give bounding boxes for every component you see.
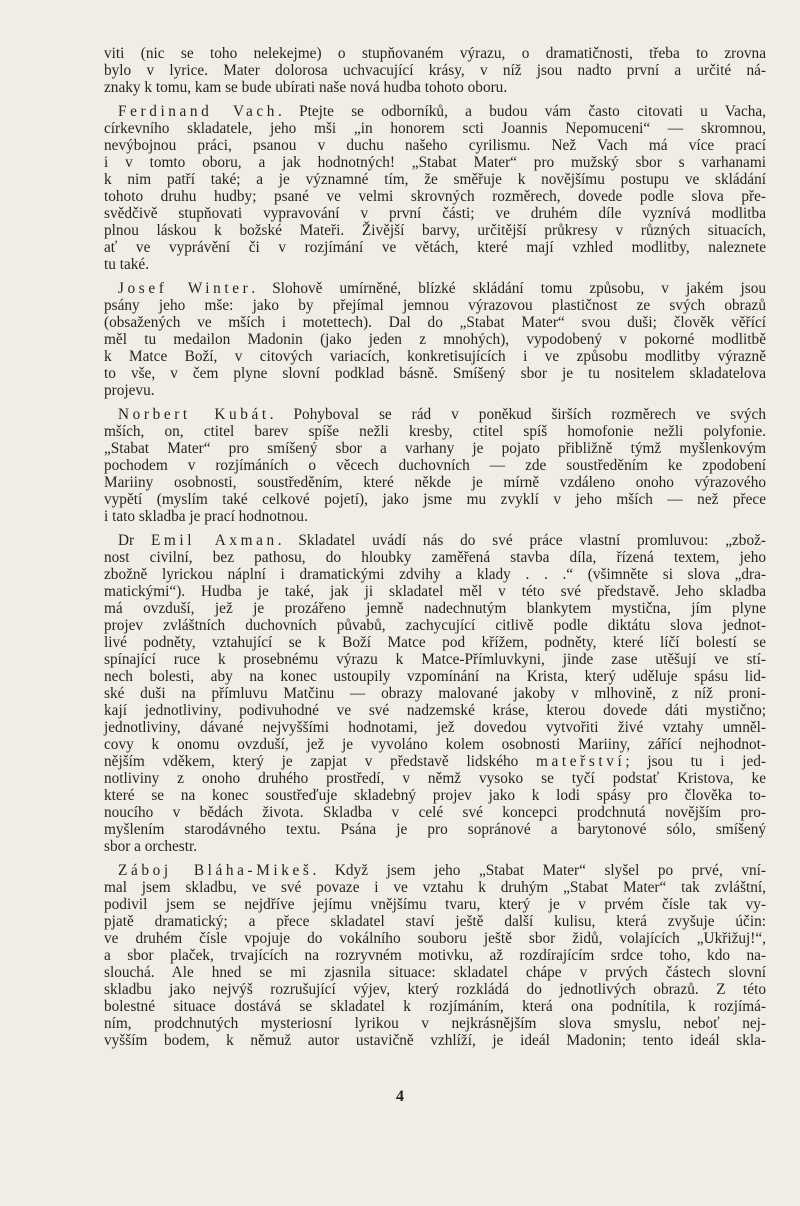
composer-name: Záboj Bláha-Mikeš [118,862,313,879]
text-line: (obsažených ve mších i motettech). Dal do „Stabat Mater“ svou duši; člověk věřící [104,314,766,331]
text-line: bylo v lyrice. Mater dolorosa uchvacující krásy, v níž jsou nadto první a určité ná- [104,62,766,79]
paragraph [104,45,766,96]
text-line: zbožně lyrickou náplní i dramatickými zdvihy a klady . . .“ (všimněte si slova „dra- [104,566,766,583]
text-line: svědčivě stupňovati vypravování v první části; ve druhém díle vyznívá modlitba [104,205,766,222]
text-line: k Matce Boží, v citových variacích, konkretisujících i ve způsobu modlitby výrazně [104,348,766,365]
text-run: . Slohově umírněné, blízké skládání tomu způsobu, v jakém jsou [251,280,766,297]
text-line: pjatě dramatický; a přece skladatel staví ještě další kulisu, která zvyšuje účin: [104,913,766,930]
text-line: ať ve vyprávění či v rozjímání ve větách, které mají vzhled modlitby, naleznete [104,239,766,256]
text-line: znaky k tomu, kam se bude ubírati naše nová hudba tohoto oboru. [104,79,508,96]
text-line: mal jsem skladbu, ve své povaze i ve vztahu k druhým „Stabat Mater“ tak zvláštní, [104,879,766,896]
text-line: matickými“). Hudba je také, jak ji skladatel měl v této své představě. Jeho skladba [104,583,766,600]
text-line: nevýbojnou práci, psanou v duchu našeho cyrilismu. Než Vach má více prací [104,137,766,154]
text-line: nech bolesti, aby na konec ustoupily vzpomínání na Krista, který uděluje spásu lid- [104,668,766,685]
text-run: Dr [118,532,151,549]
text-line: skladbu jako nejvýš rozrušující výjev, který rozkládá do jednotlivých obrazů. Z této [104,981,766,998]
text-line: nost civilní, bez pathosu, do hloubky zaměřená stavba díla, řízená textem, jeho [104,549,766,566]
paragraph [104,103,766,273]
text-run: . Když jsem jeho „Stabat Mater“ slyšel po prvé, vní- [312,862,766,879]
composer-name: Norbert Kubát [118,406,270,423]
text-line [104,532,766,549]
text-line: „Stabat Mater“ pro smíšený sbor a varhany je pojato přibližně týmž myšlenkovým [104,440,766,457]
text-line: vyšším bodem, k němuž autor ustavičně vzhlíží, je ideál Madonin; tento ideál skla- [104,1032,766,1049]
text-line: vypětí (myslím také celkové pojetí), jako jsme mu zvyklí v jeho mších — než přece [104,491,766,508]
text-line: Mariiny osobnosti, soustředěním, které někde je mírně vzdáleno onoho výrazového [104,474,766,491]
text-line: to vše, v čem plyne slovní podklad básně. Smíšený sbor je tu nositelem skladatelova [104,365,766,382]
paragraph [104,280,766,399]
text-line: projev zvláštních duchovních půvabů, zachycující citlivě podle diktátu slova jednot- [104,617,766,634]
paragraph [104,532,766,855]
composer-name: Josef Winter [118,280,252,297]
text-run: ; jsou tu i jed- [625,753,766,770]
text-line: ním, prodchnutých mysteriosní lyrikou v nejkrásnějším slova smyslu, neboť nej- [104,1015,766,1032]
text-line: i tato skladba je prací hodnotnou. [104,508,308,525]
text-line: jednotliviny, dávané nejvyššími hodnotami, jež dovedou vytvořiti živé vztahy umněl- [104,719,766,736]
text-line: má ovzduší, jež je prozářeno jemně nadechnutým blankytem mystična, jím plyne [104,600,766,617]
text-line [104,862,766,879]
text-line: měl tu medailon Madonin (jako jeden z mnohých), vypodobený v pokorné modlitbě [104,331,766,348]
page-body [104,45,766,1056]
text-line: sbor a orchestr. [104,838,198,855]
text-line: ve druhém čísle vpojuje do vokálního souboru ještě sbor židů, volajících „Ukřižuj!“, [104,930,766,947]
text-line: i v tomto oboru, a jak hodnotných! „Stabat Mater“ pro mužský sbor s varhanami [104,154,766,171]
text-line [104,103,766,120]
composer-name: mateřství [536,753,626,770]
text-line: noucího v bědách života. Skladba v celé své koncepci prodchnutá novějším pro- [104,804,766,821]
text-line: tohoto druhu hudby; psané ve velmi skrovných rozměrech, dovede podle slova pře- [104,188,766,205]
text-line: myšlením starodávného textu. Psána je pro sopránové a barytonové sólo, smíšený [104,821,766,838]
text-line: livé podněty, vztahující se k Boží Matce pod křížem, podněty, které líčí bolestí se [104,634,766,651]
text-line: psány jeho mše: jako by přejímal jemnou výrazovou plastičnost ze svých obrazů [104,297,766,314]
text-line: spínající ruce k prosebnému výrazu k Matce-Přímluvkyni, jinde zase utěšují ve stí- [104,651,766,668]
text-line: pochodem v rozjímáních o věcech duchovních — zde soustředěním ke zpodobení [104,457,766,474]
text-line: ské duši na přímluvu Matčinu — obrazy malované jakoby v mlhovině, z níž proni- [104,685,766,702]
text-run: . Pohyboval se rád v poněkud širších rozměrech ve svých [269,406,766,423]
text-line: k nim patří také; a je významné tím, že směřuje k novějšímu postupu ve skládání [104,171,766,188]
text-line: církevního skladatele, jeho mši „in honorem scti Joannis Nepomuceni“ — skromnou, [104,120,766,137]
page-number: 4 [396,1088,404,1105]
text-run: . Skladatel uvádí nás do své práce vlastní promluvou: „zbož- [277,532,766,549]
text-line: plnou láskou k božské Mateři. Živější barvy, určitější průkresy v různých situacích, [104,222,766,239]
text-line: slouchá. Ale hned se mi zjasnila situace: skladatel chápe v prvých částech slovní [104,964,766,981]
paragraph [104,862,766,1049]
text-line: viti (nic se toho nelekejme) o stupňovaném výrazu, o dramatičnosti, třeba to zrovna [104,45,766,62]
text-line: projevu. [104,382,155,399]
text-line: notliviny z onoho druhého prostředí, v němž vysoko se tyčí podstať Kristova, ke [104,770,766,787]
text-line: covy k onomu ovzduší, jež je vyvoláno kolem osobnosti Mariiny, zářící nejhodnot- [104,736,766,753]
text-run: nějším vděkem, který je zapjat v představě lidského [104,753,537,770]
text-line: kají jednotliviny, podivuhodné ve své nadzemské kráse, kterou dovede dáti mystično; [104,702,766,719]
text-line: které se na konec soustřeďuje skladebný projev jako k lodi spásy pro člověka to- [104,787,766,804]
text-line: tu také. [104,256,150,273]
text-line: a sbor plaček, trvajících na rozryvném motivku, až rozdírajícím srdce toho, kdo na- [104,947,766,964]
text-line [104,753,766,770]
paragraph [104,406,766,525]
text-run: . Ptejte se odborníků, a budou vám často citovati u Vacha, [278,103,766,120]
text-line [104,280,766,297]
text-line: mších, on, ctitel barev spíše nežli kresby, ctitel spíš homofonie nežli polyfonie. [104,423,766,440]
text-line: bolestné situace dostává se skladatel k rozjímáním, která ona podnítila, k rozjímá- [104,998,766,1015]
text-line: podivil jsem se nejdříve jejímu vnějšímu tvaru, který je v prvém čísle tak vy- [104,896,766,913]
composer-name: Ferdinand Vach [118,103,278,120]
composer-name: Emil Axman [150,532,278,549]
text-line [104,406,766,423]
